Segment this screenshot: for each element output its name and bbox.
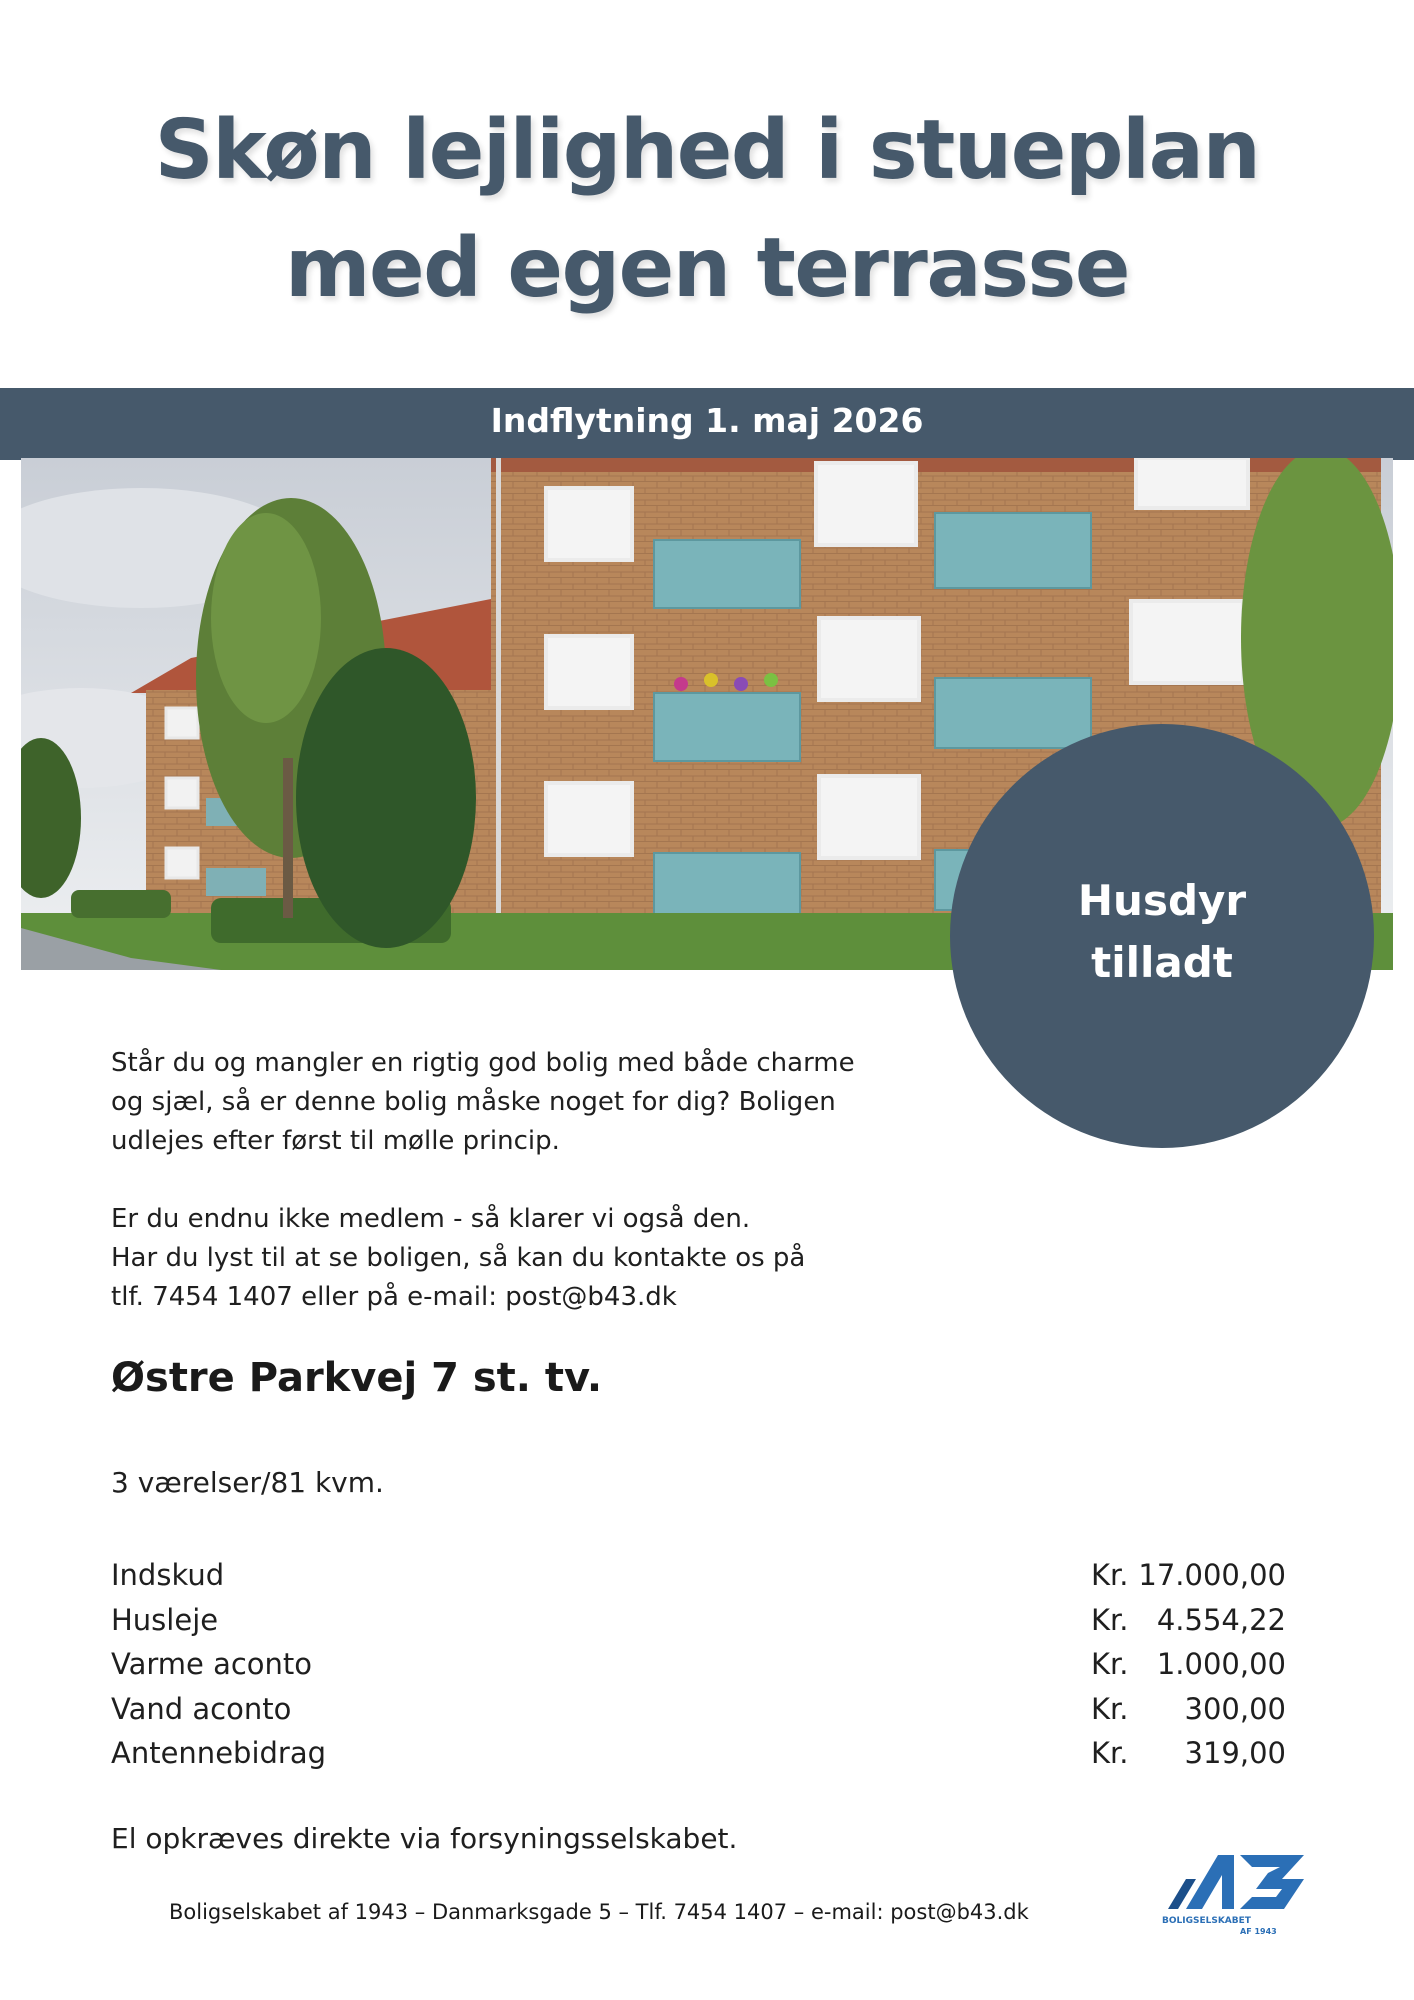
cost-currency: Kr. — [1091, 1691, 1129, 1726]
cost-value: 4.554,22 — [1156, 1602, 1286, 1637]
company-logo — [1156, 1847, 1318, 1939]
address-heading: Østre Parkvej 7 st. tv. — [111, 1355, 603, 1401]
cost-currency: Kr. — [1091, 1736, 1129, 1770]
cost-row — [111, 1553, 1286, 1598]
footer-contact: Boligselskabet af 1943 – Danmarksgade 5 – Tlf. 7454 1407 – e-mail: post@b43.dk — [169, 1900, 1029, 1924]
intro-line: Har du lyst til at se boligen, så kan du kontakte os på — [111, 1243, 806, 1273]
cost-value: 300,00 — [1184, 1691, 1286, 1726]
rooms-size: 3 værelser/81 kvm. — [111, 1466, 384, 1499]
logo-text-1: BOLIGSELSKABET — [1162, 1916, 1251, 1926]
badge-line-1: Husdyr — [1077, 876, 1247, 925]
cost-table — [111, 1553, 1286, 1776]
cost-value: 17.000,00 — [1138, 1558, 1286, 1592]
intro-line: Står du og mangler en rigtig god bolig med både charme — [111, 1048, 855, 1078]
cost-row — [111, 1598, 1286, 1643]
cost-label: Vand aconto — [111, 1691, 292, 1726]
contact-line: tlf. 7454 1407 eller på e-mail: post@b43.dk — [111, 1282, 677, 1312]
move-in-banner: Indflytning 1. maj 2026 — [0, 388, 1414, 460]
pets-allowed-badge — [950, 724, 1374, 1148]
electricity-note: El opkræves direkte via forsyningsselskabet. — [111, 1822, 738, 1855]
intro-paragraph-1 — [111, 1044, 971, 1161]
cost-value: 319,00 — [1184, 1736, 1286, 1770]
page-title — [0, 92, 1414, 328]
cost-row — [111, 1642, 1286, 1687]
cost-row — [111, 1687, 1286, 1732]
intro-paragraph-2 — [111, 1200, 971, 1317]
intro-line: Er du endnu ikke medlem - så klarer vi også den. — [111, 1204, 751, 1234]
cost-label: Antennebidrag — [111, 1736, 327, 1770]
cost-currency: Kr. — [1091, 1647, 1129, 1681]
cost-value: 1.000,00 — [1156, 1647, 1286, 1681]
intro-line: udlejes efter først til mølle princip. — [111, 1126, 560, 1156]
badge-line-2: tilladt — [1091, 938, 1233, 987]
logo-text-2: AF 1943 — [1240, 1927, 1277, 1936]
cost-row — [111, 1731, 1286, 1776]
cost-currency: Kr. — [1091, 1558, 1129, 1592]
cost-label: Varme aconto — [111, 1647, 313, 1681]
title-line-1: Skøn lejlighed i stueplan — [154, 103, 1260, 198]
cost-currency: Kr. — [1091, 1602, 1129, 1637]
title-line-2: med egen terrasse — [285, 221, 1129, 316]
cost-label: Husleje — [111, 1602, 219, 1637]
cost-label: Indskud — [111, 1558, 225, 1592]
intro-line: og sjæl, så er denne bolig måske noget for dig? Boligen — [111, 1087, 836, 1117]
